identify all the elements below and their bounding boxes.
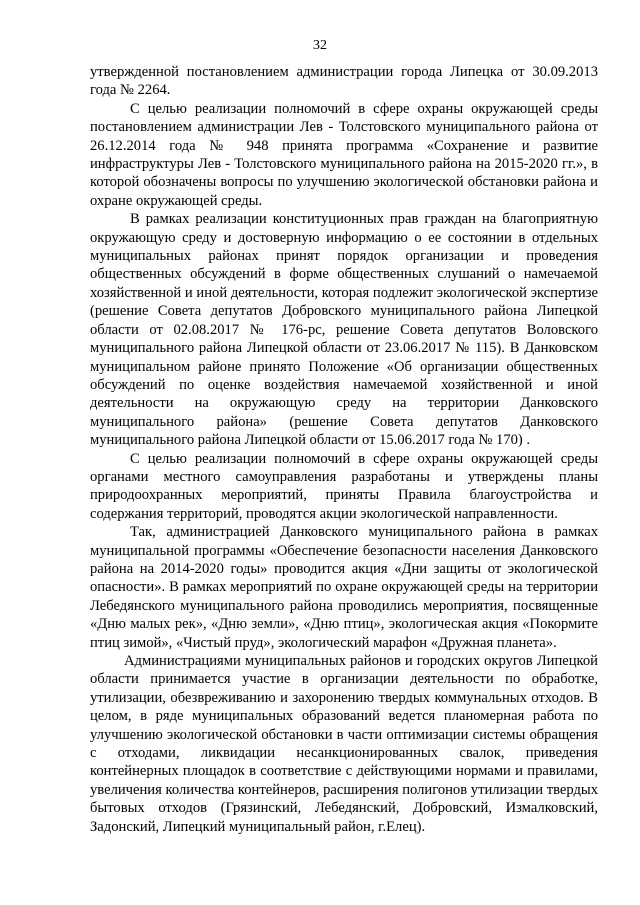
paragraph-lev-tolstoy-program: С целью реализации полномочий в сфере охраны окружающей среды постановлением администрации Лев - Толстовского муниципального района от 26.12.2014 года № 948 принята программа «Сохранение и развитие инфраструктуры Лев - Толстовского муниципального района на 2015-2020 гг.», в которой обозначены вопросы по улучшению экологической обстановки района и охране окружающей среды.: [90, 100, 598, 209]
page-number: 32: [313, 38, 327, 53]
paragraph-public-hearings: В рамках реализации конституционных прав граждан на благоприятную окружающую среду и достоверную информацию о ее состоянии в отдельных муниципальных районах принят порядок организации и проведения общественных обсуждений в форме общественных слушаний о намечаемой хозяйственной и иной деятельности, которая подлежит экологической экспертизе (решение Совета депутатов Добровского муниципального района Липецкой области от 02.08.2017 № 176-рс, решение Совета депутатов Воловского муниципального района Липецкой области от 23.06.2017 № 115). В Данковском муниципальном районе принято Положение «Об организации общественных обсуждений по оценке воздействия намечаемой хозяйственной и иной деятельности на окружающую среду на территории Данковского муниципального района» (решение Совета депутатов Данковского муниципального района Липецкой области от 15.06.2017 года № 170) .: [90, 211, 598, 449]
paragraph-continuation: утвержденной постановлением администрации города Липецка от 30.09.2013 года № 2264.: [90, 64, 598, 99]
document-body: [90, 63, 598, 836]
paragraph-dankov-program: Так, администрацией Данковского муниципального района в рамках муниципальной программы «Обеспечение безопасности населения Данковского района на 2014-2020 годы» проводится акция «Дни защиты от экологической опасности». В рамках мероприятий по охране окружающей среды на территории Лебедянского муниципального района проводились мероприятия, посвященные «Дню малых рек», «Дню земли», «Дню птиц», экологическая акция «Покормите птиц зимой», «Чистый пруд», экологический марафон «Дружная планета».: [90, 524, 598, 651]
paragraph-waste-management: Администрациями муниципальных районов и городских округов Липецкой области принимается участие в организации деятельности по обработке, утилизации, обезвреживанию и захоронению твердых коммунальных отходов. В целом, в ряде муниципальных образований ведется планомерная работа по улучшению экологической обстановки в части оптимизации системы обращения с отходами, ликвидации несанкционированных свалок, приведения контейнерных площадок в соответствие с действующими нормами и правилами, увеличения количества контейнеров, расширения полигонов утилизации твердых бытовых отходов (Грязинский, Лебедянский, Добровский, Измалковский, Задонский, Липецкий муниципальный район, г.Елец).: [90, 653, 598, 835]
paragraph-nature-protection-plans: С целью реализации полномочий в сфере охраны окружающей среды органами местного самоуправления разработаны и утверждены планы природоохранных мероприятий, приняты Правила благоустройства и содержания территорий, проводятся акции экологической направленности.: [90, 450, 598, 522]
